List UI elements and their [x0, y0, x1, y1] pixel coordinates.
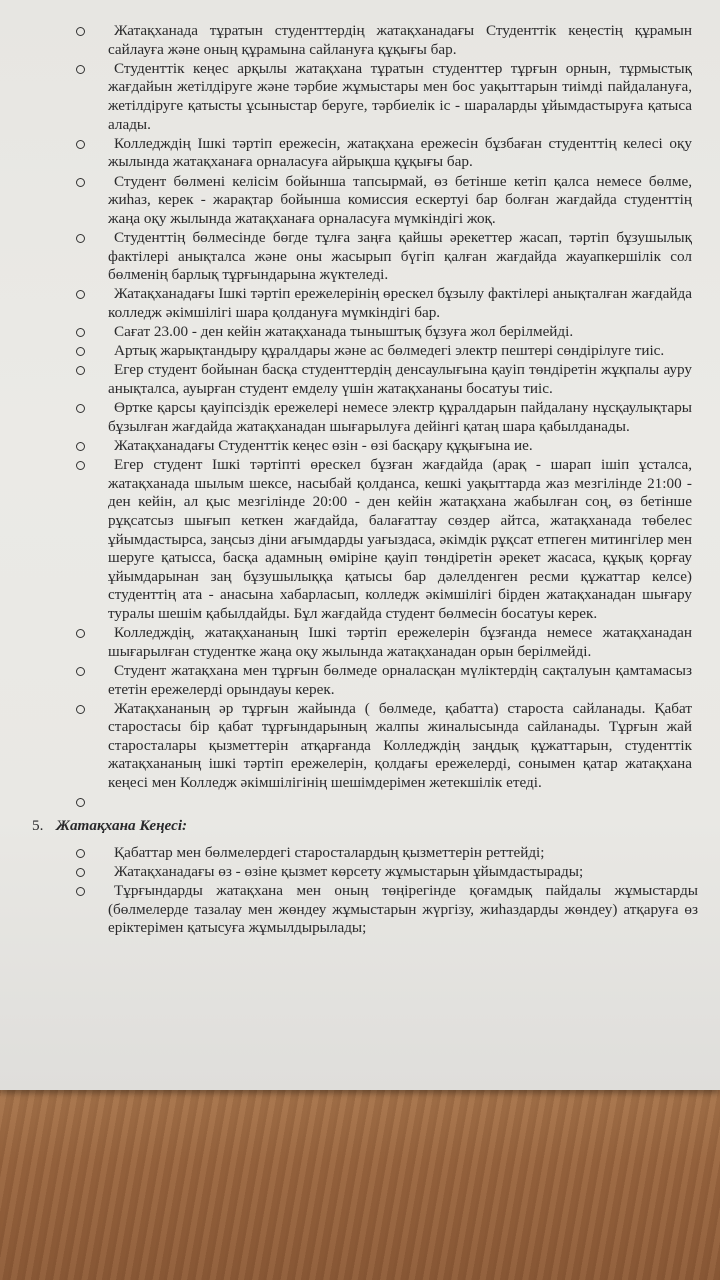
council-item-text: Қабаттар мен бөлмелердегі старосталардың қызметтерін реттейді; [114, 843, 545, 861]
council-item [0, 863, 720, 882]
rule-text: Студент бөлмені келісім бойынша тапсырмай, өз бетінше кетіп қалса немесе бөлме, жиһаз, керек - жарақтар бойынша комиссия ескертуі бар болған жағдайда студенттің жаңа оқу жылында жатақханаға орналасуға мүмкіндігі жоқ. [108, 172, 692, 227]
rule-text: Жатақханадағы Ішкі тәртіп ережелерінің өрескел бұзылу фактілері анықталған жағдайда колледж әкімшілігі шара қолдануға мүмкіндігі бар. [108, 285, 692, 321]
section-heading [0, 816, 720, 838]
rule-item [0, 60, 720, 134]
circle-bullet-icon [76, 178, 85, 187]
rule-text: Егер студент бойынан басқа студенттердің денсаулығына қауіп төндіретін жұқпалы ауру анықталса, ауырған студент емделу үшін жатақхананы босатуы тиіс. [108, 361, 692, 398]
council-item [0, 844, 720, 863]
circle-bullet-icon [76, 442, 85, 451]
circle-bullet-icon [76, 404, 85, 413]
circle-bullet-icon [76, 461, 85, 470]
rule-text: Өртке қарсы қауіпсіздік ережелері немесе электр құралдарын пайдалану нұсқаулықтары бұзылған жағдайда жатақханадан шығарылуға дейінгі қатаң шара қабылданады. [108, 399, 692, 435]
dormitory-rules-list [0, 22, 720, 939]
rule-text: Егер студент Ішкі тәртіпті өрескел бұзған жағдайда (арақ - шарап ішіп ұсталса, жатақханада шылым шексе, насыбай қолданса, кешкі уақыттарда жаз мезгілінде 21:00 - ден кейін, ал қыс мезгілінде 20:00 - ден кейін жатақхана жабылған соң, өз бетінше рұқсатсыз шығып кеткен жағдайда, балағаттау сөздер айтса, жатақханада төбелес ұйымдастырса, заңсыз діни ағымдарды уағыздаса, әкімдік рұқсат етпеген митингілер мен шеруге қатысса, басқа адамның өміріне қауіп төндіретін әрекет жасаса, құқық қорғау ұйымдарынан заң бұзушылыққа қатысы бар дәлелденген ресми құжаттар келсе) студенттің ата - анасына хабарласып, колледж әкімшілігі бірден жатақханадан шығару туралы шешім қабылдайды. Бұл жағдайда студент бөлмесін босатуы керек. [108, 456, 692, 622]
circle-bullet-icon [76, 868, 85, 877]
circle-bullet-icon [76, 234, 85, 243]
rule-item [0, 456, 720, 623]
rule-text: Студенттің бөлмесінде бөгде тұлға заңға қайшы әрекеттер жасап, тәртіп бұзушылық фактілері анықталса және оны жасырып бүгіп қалған жағдайда жауапкершілік сол бөлменің барлық тұрғындарына жүктеледі. [108, 228, 692, 284]
rule-text: Студент жатақхана мен тұрғын бөлмеде орналасқан мүліктердің сақталуын қамтамасыз ететін ережелерді орындауы керек. [108, 661, 692, 698]
rule-item [0, 624, 720, 661]
circle-bullet-icon [76, 629, 85, 638]
rule-text: Жатақхананың әр тұрғын жайында ( бөлмеде, қабатта) староста сайланады. Қабат старостасы бір қабат тұрғындарының жалпы жиналысында сайланады. Тұрғын жай старосталары қызметтерін атқарғанда Колледждің заңдық құжаттарын, студенттік жатақхананың ішкі тәртіп ережелерін, қолдағы ережелерді, сонымен қатар жатақхана кеңесі мен Колледж әкімшілігінің шешімдерімен жетекшілік етеді. [108, 699, 692, 792]
circle-bullet-icon [76, 65, 85, 74]
circle-bullet-icon [76, 140, 85, 149]
rule-item [0, 229, 720, 285]
council-item [0, 882, 720, 938]
rule-item [0, 285, 720, 322]
rule-item [0, 323, 720, 342]
rule-text: Жатақханада тұратын студенттердің жатақханадағы Студенттік кеңестің құрамын сайлауға және оның құрамына сайлануға құқығы бар. [108, 22, 692, 58]
circle-bullet-icon [76, 27, 85, 36]
rule-text: Колледждің, жатақхананың Ішкі тәртіп ережелерін бұзғанда немесе жатақханадан шығарылған студентке жаңа оқу жылында жатақханадан орын берілмейді. [108, 624, 692, 660]
rule-item [0, 135, 720, 172]
rule-item [0, 361, 720, 398]
rule-item [0, 662, 720, 699]
rule-item [0, 700, 720, 793]
empty-list-item [0, 793, 720, 815]
rule-item [0, 22, 720, 59]
council-item-text: Тұрғындарды жатақхана мен оның төңірегінде қоғамдық пайдалы жұмыстарды (бөлмелерде тазалау мен жөндеу жұмыстарын жүргізу, жиһаздарды жөндеу) атқаруға өз еріктерімен қатысуға жұмылдырылады; [108, 882, 698, 937]
wooden-table [0, 1080, 720, 1280]
rule-item [0, 173, 720, 229]
rule-text: Колледждің Ішкі тәртіп ережесін, жатақхана ережесін бұзбаған студенттің келесі оқу жылында жатақханаға орналасуға айрықша құқығы бар. [108, 134, 692, 171]
council-item-text: Жатақханадағы өз - өзіне қызмет көрсету жұмыстарын ұйымдастырады; [114, 863, 584, 881]
rule-text: Студенттік кеңес арқылы жатақхана тұратын студенттер тұрғын орнын, тұрмыстық жағдайын жетілдіруге және тәрбие жұмыстары мен бос уақыттарын тиімді пайдалануға, жетілдіруге қатысты ұсыныстар беруге, тәрбиелік іс - шараларды ұйымдастыруға қатыса алады. [108, 59, 692, 133]
circle-bullet-icon [76, 887, 85, 896]
rule-text: Сағат 23.00 - ден кейін жатақханада тыныштық бұзуға жол берілмейді. [114, 323, 574, 341]
section-title: Жатақхана Кеңесі: [56, 816, 188, 834]
circle-bullet-icon [76, 290, 85, 299]
section-number: 5. [32, 816, 44, 834]
circle-bullet-icon [76, 667, 85, 676]
circle-bullet-icon [76, 328, 85, 337]
rule-item [0, 399, 720, 436]
circle-bullet-icon [76, 849, 85, 858]
rule-text: Артық жарықтандыру құралдары және ас бөлмедегі электр пештері сөндірілуге тиіс. [114, 342, 665, 360]
rule-item [0, 342, 720, 361]
circle-bullet-icon [76, 347, 85, 356]
rule-item [0, 437, 720, 456]
circle-bullet-icon [76, 366, 85, 375]
circle-bullet-icon [76, 798, 85, 807]
rule-text: Жатақханадағы Студенттік кеңес өзін - өзі басқару құқығына ие. [114, 437, 533, 454]
circle-bullet-icon [76, 705, 85, 714]
